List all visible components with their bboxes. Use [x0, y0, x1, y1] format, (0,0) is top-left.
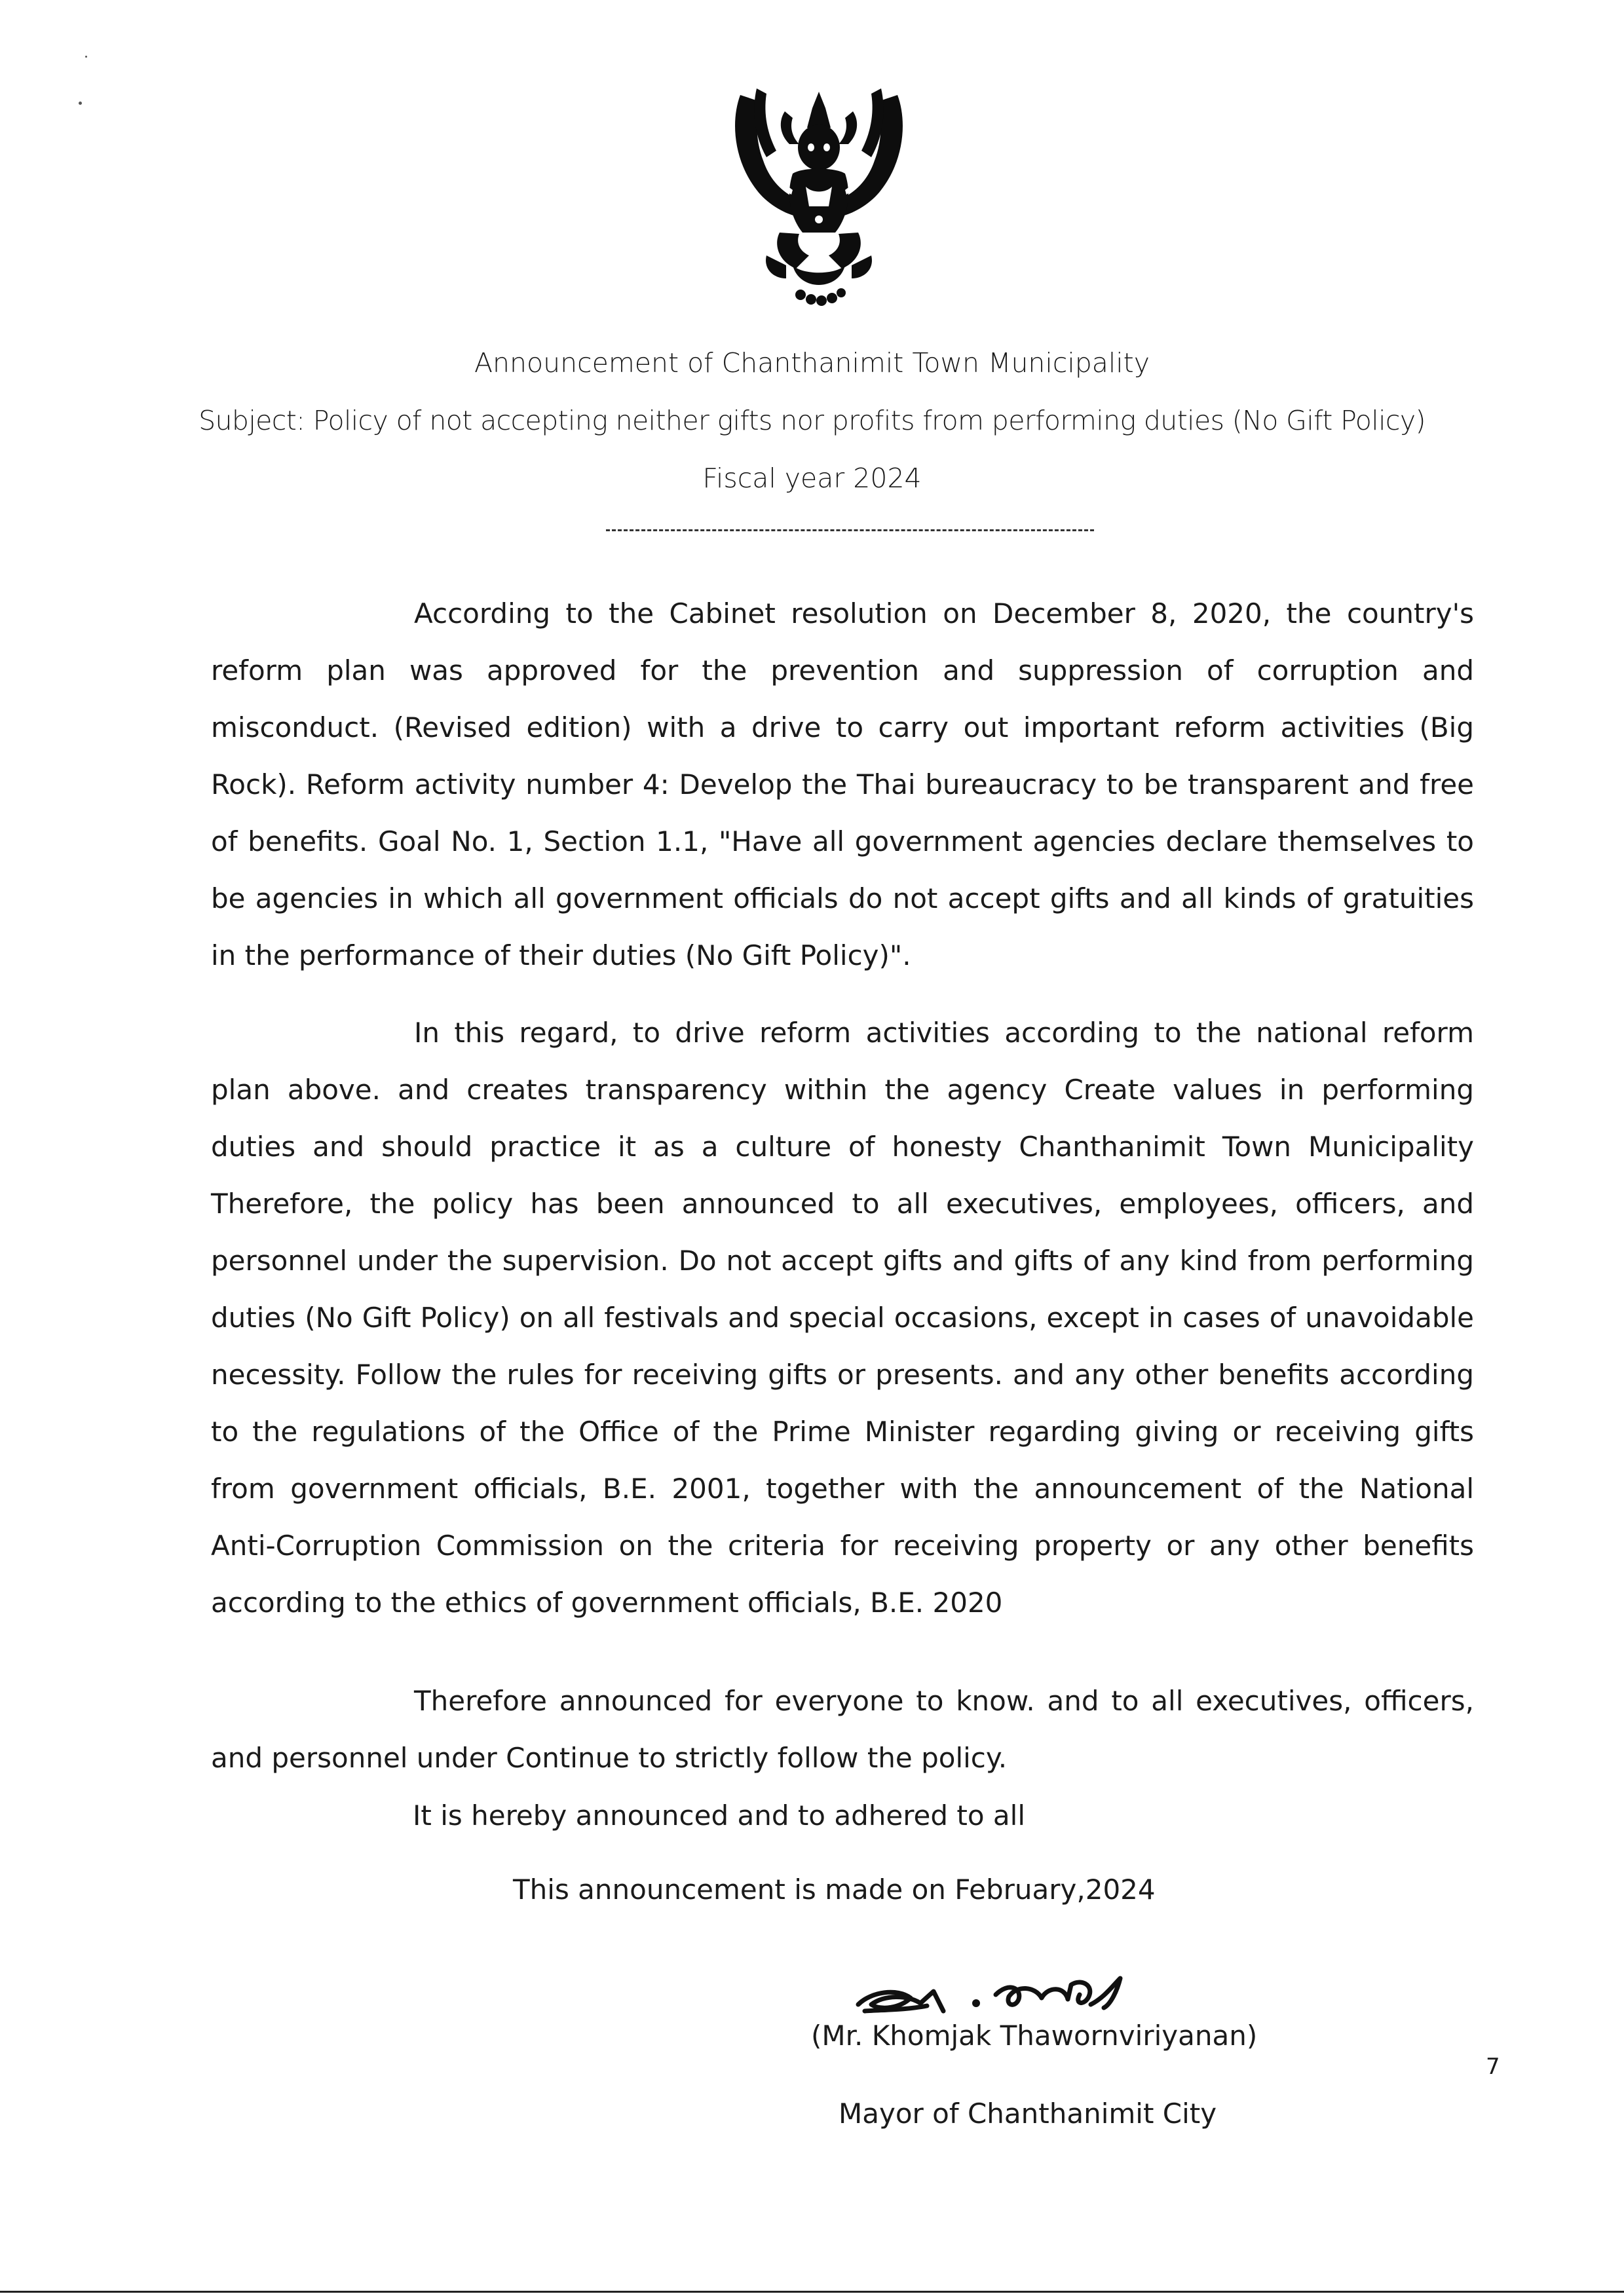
- announcement-subject: Subject: Policy of not accepting neither gifts nor profits from performing duties (No Gift Policy): [198, 405, 1426, 436]
- fiscal-year: Fiscal year 2024: [702, 462, 922, 494]
- scan-speck: [79, 102, 82, 105]
- scan-edge-line: [0, 2291, 1624, 2293]
- body-paragraph-3: Therefore announced for everyone to know. and to all executives, officers, and personnel under Continue to strictly follow the policy.: [211, 1685, 1474, 1774]
- scan-speck: [85, 56, 87, 58]
- page-mark: 7: [1486, 2054, 1500, 2080]
- closing-statement: It is hereby announced and to adhered to all: [413, 1799, 1025, 1832]
- announcement-date: This announcement is made on February,2024: [513, 1873, 1156, 1906]
- announcement-title: Announcement of Chanthanimit Town Municipality: [474, 347, 1150, 379]
- body-paragraph-1: According to the Cabinet resolution on December 8, 2020, the country's reform plan was approved for the prevention and suppression of corruption and misconduct. (Revised edition) with a drive to carry out important reform activities (Big Rock). Reform activity number 4: Develop the Thai bureaucracy to be transparent and free of benefits. Goal No. 1, Section 1.1, "Have all government agencies declare themselves to be agencies in which all government officials do not accept gifts and all kinds of gratuities in the performance of their duties (No Gift Policy)".: [211, 597, 1474, 971]
- garuda-emblem-icon: [727, 82, 911, 318]
- dashed-divider: [606, 529, 1094, 531]
- signatory-title: Mayor of Chanthanimit City: [839, 2098, 1217, 2130]
- body-paragraph-2: In this regard, to drive reform activities according to the national reform plan above. and creates transparency within the agency Create values in performing duties and should practice it as a culture of honesty Chanthanimit Town Municipality Therefore, the policy has been announced to all executives, employees, officers, and personnel under the supervision. Do not accept gifts and gifts of any kind from performing duties (No Gift Policy) on all festivals and special occasions, except in cases of unavoidable necessity. Follow the rules for receiving gifts or presents. and any other benefits according to the regulations of the Office of the Prime Minister regarding giving or receiving gifts from government officials, B.E. 2001, together with the announcement of the National Anti-Corruption Commission on the criteria for receiving property or any other benefits according to the ethics of government officials, B.E. 2020: [211, 1017, 1474, 1619]
- signatory-name: (Mr. Khomjak Thawornviriyanan): [811, 2020, 1258, 2052]
